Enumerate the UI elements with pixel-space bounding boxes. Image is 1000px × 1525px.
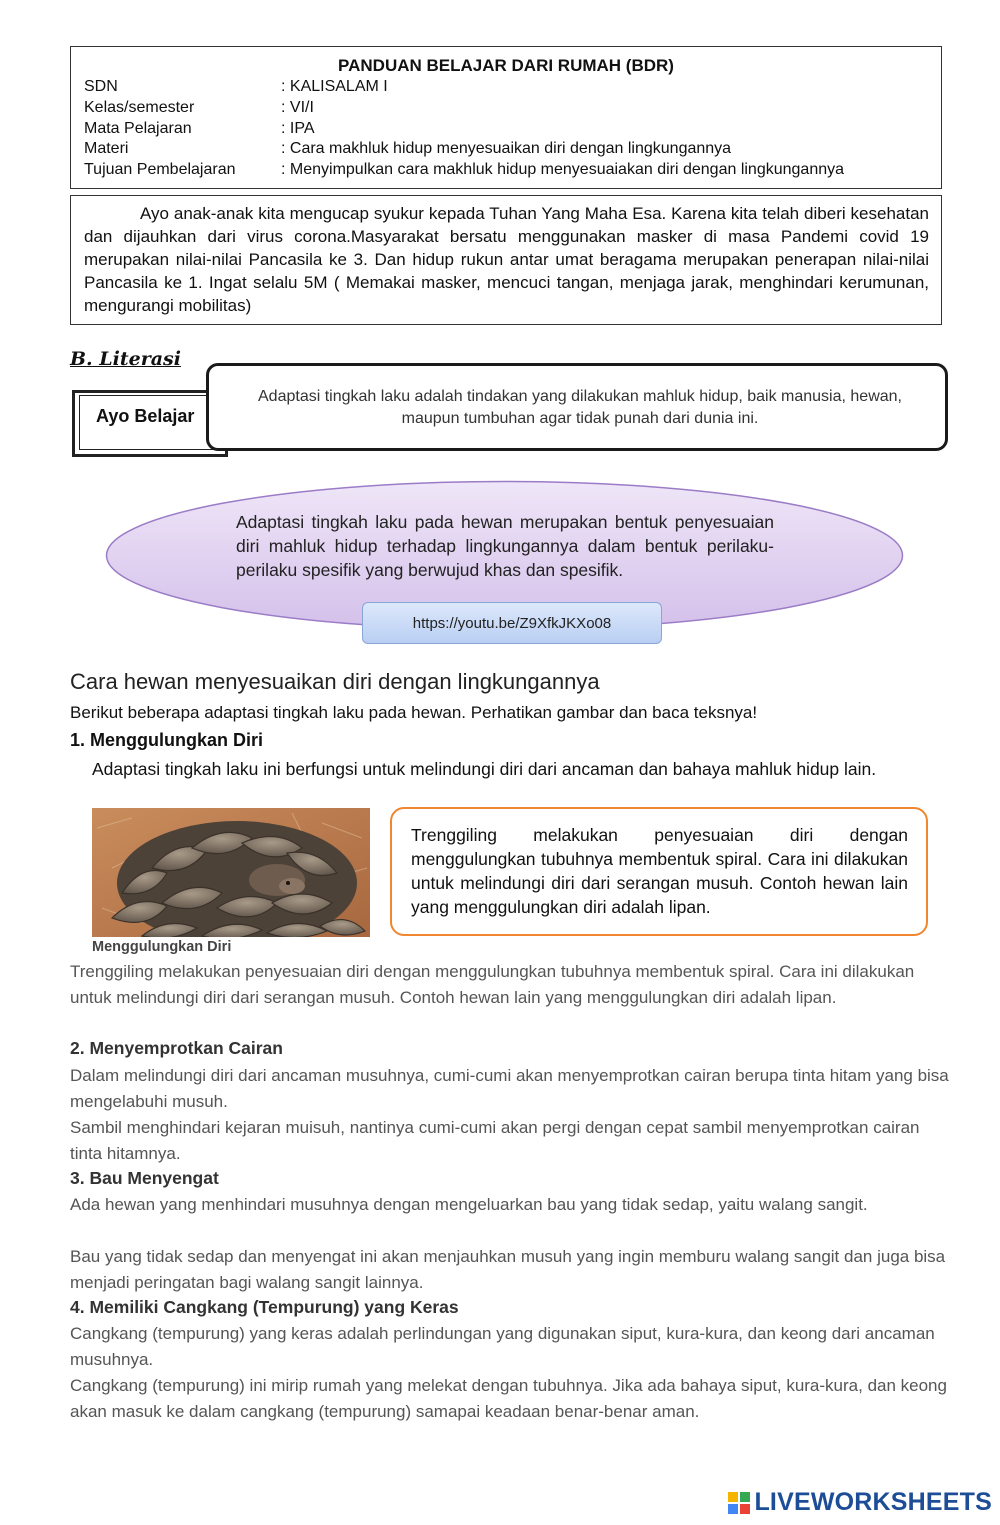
item1-description: Adaptasi tingkah laku ini berfungsi untuk melindungi diri dari ancaman dan bahaya mahluk hidup lain. [92, 759, 877, 779]
ayo-belajar-label: Ayo Belajar [96, 406, 195, 426]
item4-paragraph-1: Cangkang (tempurung) yang keras adalah perlindungan yang digunakan siput, kura-kura, dan keong dari ancaman musuhnya. [70, 1324, 935, 1369]
pangolin-photo [92, 808, 370, 937]
liveworksheets-logo [728, 1488, 992, 1517]
item2-heading: 2. Menyemprotkan Cairan [70, 1038, 283, 1058]
intro-box [70, 195, 942, 325]
header-value: : KALISALAM I [281, 78, 388, 95]
item4-heading: 4. Memiliki Cangkang (Tempurung) yang Keras [70, 1297, 459, 1317]
intro-paragraph: Ayo anak-anak kita mengucap syukur kepada Tuhan Yang Maha Esa. Karena kita telah diberi kesehatan dan dijauhkan dari virus corona.Masyarakat bersatu menggunakan masker di masa Pandemi covid 19 merupakan nilai-nilai Pancasila ke 3. Dan hidup rukun antar umat beragama merupakan penerapan nilai-nilai Pancasila ke 1. Ingat selalu 5M ( Memakai masker, mencuci tangan, menjaga jarak, menghindari kerumunan, mengurangi mobilitas) [84, 204, 929, 315]
logo-text: LIVEWORKSHEETS [754, 1488, 992, 1516]
header-label: Mata Pelajaran [84, 120, 192, 137]
header-value: : Cara makhluk hidup menyesuaikan diri dengan lingkungannya [281, 140, 732, 157]
item3-paragraph-2: Bau yang tidak sedap dan menyengat ini akan menjauhkan musuh yang ingin memburu walang sangit dan juga bisa menjadi peringatan bagi walang sangit lainnya. [70, 1247, 946, 1292]
pangolin-text-box[interactable] [390, 807, 928, 936]
youtube-link-button[interactable]: https://youtu.be/Z9XfkJKXo08 [362, 602, 662, 644]
header-value: : IPA [281, 120, 315, 137]
item4-paragraph-2: Cangkang (tempurung) ini mirip rumah yang melekat dengan tubuhnya. Jika ada bahaya siput, kura-kura, dan keong akan masuk ke dalam cangkang (tempurung) samapai keadaan benar-benar aman. [70, 1376, 947, 1421]
header-label: Tujuan Pembelajaran [84, 161, 236, 178]
liveworksheets-logo-icon [728, 1492, 750, 1514]
literasi-heading: B. Literasi [70, 348, 181, 370]
item3-paragraph-1: Ada hewan yang menhindari musuhnya dengan mengeluarkan bau yang tidak sedap, yaitu walang sangit. [70, 1195, 868, 1214]
header-label: SDN [84, 78, 118, 95]
header-value: : Menyimpulkan cara makhluk hidup menyesuaiakan diri dengan lingkungannya [281, 161, 845, 178]
item3-heading: 3. Bau Menyengat [70, 1168, 219, 1188]
page-title: PANDUAN BELAJAR DARI RUMAH (BDR) [338, 56, 674, 75]
header-value: : VI/I [281, 99, 314, 116]
header-label: Materi [84, 140, 129, 157]
definition-text: Adaptasi tingkah laku adalah tindakan yang dilakukan mahluk hidup, baik manusia, hewan, maupun tumbuhan agar tidak punah dari dunia ini. [258, 388, 902, 427]
item2-paragraph-1: Dalam melindungi diri dari ancaman musuhnya, cumi-cumi akan menyemprotkan cairan berupa tinta hitam yang bisa mengelabuhi musuh. [70, 1066, 949, 1111]
header-box [70, 46, 942, 189]
item1-heading: 1. Menggulungkan Diri [70, 730, 264, 750]
section-title: Cara hewan menyesuaikan diri dengan lingkungannya [70, 669, 600, 694]
header-label: Kelas/semester [84, 99, 195, 116]
ellipse-text: Adaptasi tingkah laku pada hewan merupakan bentuk penyesuaian diri mahluk hidup terhadap lingkungannya dalam bentuk perilaku-perilaku spesifik yang berwujud khas dan spesifik. [236, 512, 774, 580]
photo-caption: Menggulungkan Diri [92, 939, 232, 955]
item2-paragraph-2: Sambil menghindari kejaran muisuh, nantinya cumi-cumi akan pergi dengan cepat sambil menyemprotkan cairan tinta hitamnya. [70, 1118, 920, 1163]
pangolin-box-text: Trenggiling melakukan penyesuaian diri dengan menggulungkan tubuhnya membentuk spiral. Cara ini dilakukan untuk melindungi diri dari serangan musuh. Contoh hewan lain yang menggulungkan diri adalah lipan. [411, 825, 908, 917]
section-intro: Berikut beberapa adaptasi tingkah laku pada hewan. Perhatikan gambar dan baca teksnya! [70, 703, 758, 722]
item1-paragraph: Trenggiling melakukan penyesuaian diri dengan menggulungkan tubuhnya membentuk spiral. Cara ini dilakukan untuk melindungi diri dari serangan musuh. Contoh hewan lain yang menggulungkan diri adalah lipan. [70, 962, 915, 1007]
